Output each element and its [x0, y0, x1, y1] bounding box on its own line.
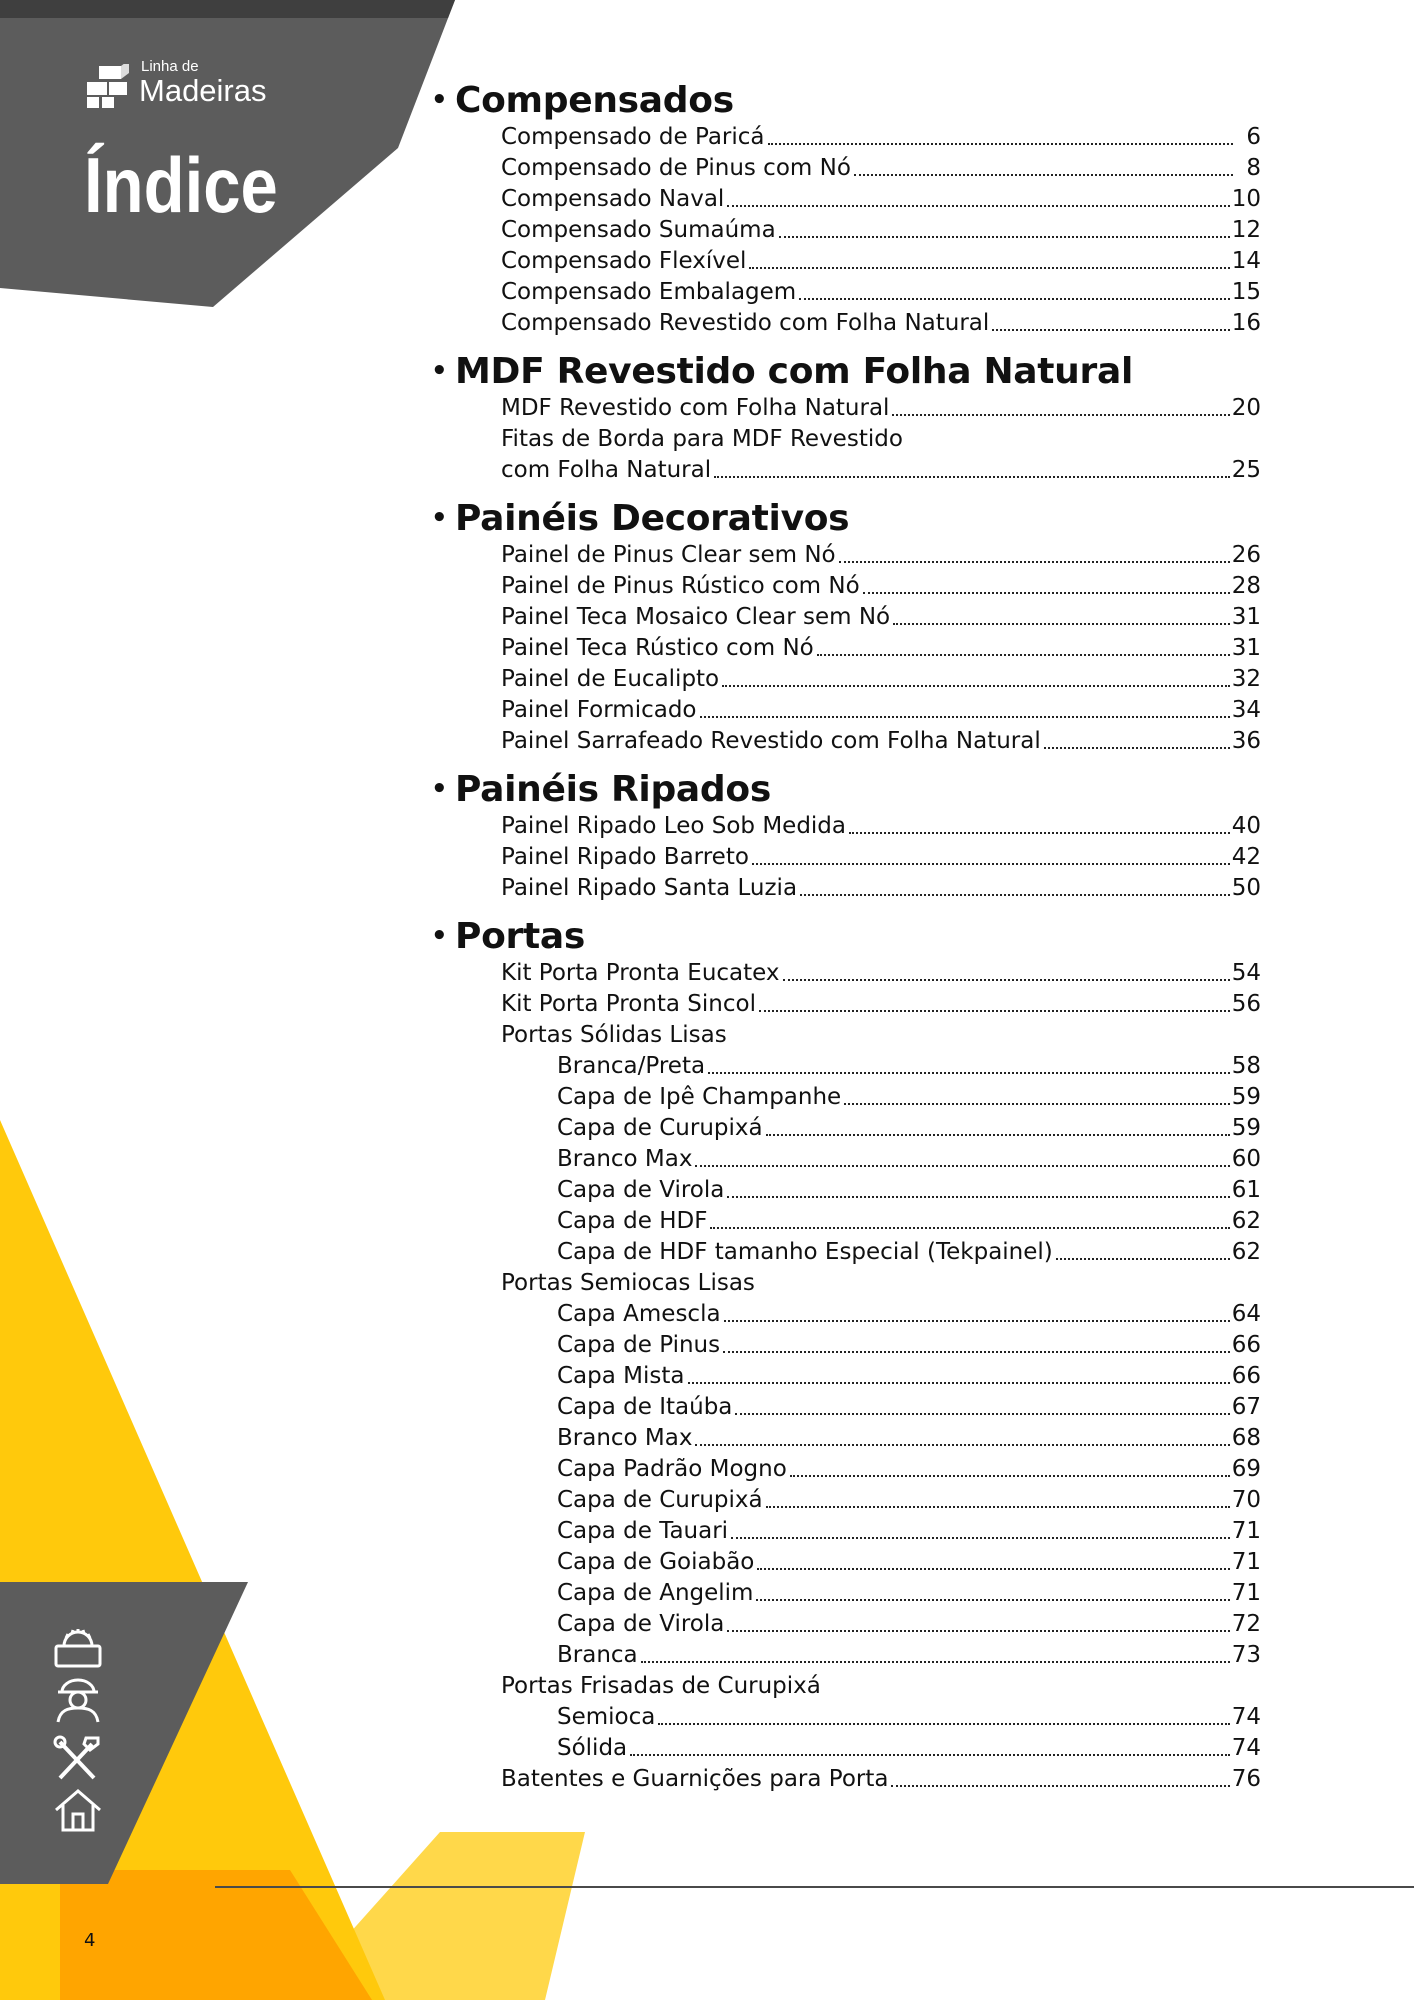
dot-leader: [722, 685, 1230, 687]
toc-section: [431, 914, 1261, 1795]
section-title: Compensados: [455, 79, 734, 121]
entry-page-number: 56: [1231, 991, 1261, 1017]
entry-page-number: 20: [1231, 395, 1261, 421]
toc-entry[interactable]: [431, 540, 1261, 571]
toc-entry[interactable]: [431, 633, 1261, 664]
entry-page-number: 26: [1231, 542, 1261, 568]
toc-section: [431, 496, 1261, 757]
dot-leader: [800, 894, 1230, 896]
dot-leader: [695, 1444, 1229, 1446]
section-title: Painéis Decorativos: [455, 497, 850, 539]
entry-label: Portas Sólidas Lisas: [501, 1022, 727, 1048]
entry-label: Capa de Angelim: [557, 1580, 754, 1606]
bullet-icon: •: [431, 356, 448, 386]
dot-leader: [1056, 1258, 1230, 1260]
entry-label: Compensado Naval: [501, 186, 725, 212]
house-icon: [52, 1788, 104, 1832]
dot-leader: [757, 1568, 1229, 1570]
entry-page-number: 71: [1231, 1549, 1261, 1575]
entry-label: Semioca: [557, 1704, 656, 1730]
entry-page-number: 50: [1231, 875, 1261, 901]
toc-entry[interactable]: [431, 842, 1261, 873]
entry-page-number: 59: [1231, 1084, 1261, 1110]
entry-page-number: 66: [1231, 1363, 1261, 1389]
toc-entry[interactable]: [431, 1299, 1261, 1330]
entry-page-number: 12: [1231, 217, 1261, 243]
dot-leader: [790, 1475, 1230, 1477]
entry-label: Kit Porta Pronta Eucatex: [501, 960, 780, 986]
toc-entry[interactable]: [431, 811, 1261, 842]
tools-icon: [52, 1734, 104, 1784]
dot-leader: [992, 329, 1229, 331]
toc-entry[interactable]: [431, 153, 1261, 184]
dot-leader: [752, 863, 1230, 865]
entry-label: Portas Frisadas de Curupixá: [501, 1673, 821, 1699]
entry-page-number: 72: [1231, 1611, 1261, 1637]
toc-entry[interactable]: [431, 215, 1261, 246]
toc-entry[interactable]: [431, 571, 1261, 602]
entry-label: Painel de Pinus Clear sem Nó: [501, 542, 836, 568]
section-title: MDF Revestido com Folha Natural: [455, 350, 1133, 392]
toc-entry[interactable]: [431, 1609, 1261, 1640]
section-heading: [431, 78, 1261, 122]
entry-page-number: 71: [1231, 1580, 1261, 1606]
entry-label: Painel Ripado Santa Luzia: [501, 875, 798, 901]
wood-planks-icon: [85, 64, 131, 110]
entry-page-number: 68: [1231, 1425, 1261, 1451]
entry-label: Painel de Eucalipto: [501, 666, 720, 692]
toc-entry[interactable]: [431, 1516, 1261, 1547]
dot-leader: [688, 1382, 1230, 1384]
entry-page-number: 54: [1231, 960, 1261, 986]
entry-label: Branca/Preta: [557, 1053, 706, 1079]
toc-entry[interactable]: [431, 1578, 1261, 1609]
entry-label: Compensado de Pinus com Nó: [501, 155, 851, 181]
toc-entry[interactable]: [431, 1485, 1261, 1516]
entry-page-number: 16: [1231, 310, 1261, 336]
toc-entry[interactable]: [431, 1175, 1261, 1206]
dot-leader: [799, 298, 1230, 300]
entry-page-number: 36: [1231, 728, 1261, 754]
bottom-left-yellow: [0, 1870, 60, 2000]
dot-leader: [768, 143, 1233, 145]
dot-leader: [731, 1537, 1230, 1539]
entry-page-number: 62: [1231, 1239, 1261, 1265]
dot-leader: [863, 592, 1230, 594]
bullet-icon: •: [431, 85, 448, 115]
bullet-icon: •: [431, 921, 448, 951]
entry-page-number: 60: [1231, 1146, 1261, 1172]
toc-entry[interactable]: [431, 1392, 1261, 1423]
entry-page-number: 10: [1231, 186, 1261, 212]
entry-label: Painel Ripado Barreto: [501, 844, 749, 870]
entry-label: Portas Semiocas Lisas: [501, 1270, 755, 1296]
section-heading: [431, 349, 1261, 393]
dot-leader: [756, 1599, 1229, 1601]
entry-page-number: 31: [1231, 635, 1261, 661]
dot-leader: [849, 832, 1230, 834]
bullet-icon: •: [431, 774, 448, 804]
toc-entry[interactable]: [431, 1051, 1261, 1082]
toc-entry[interactable]: [431, 1640, 1261, 1671]
dot-leader: [854, 174, 1233, 176]
toc-entry[interactable]: [431, 1671, 1261, 1702]
toc-entry[interactable]: [431, 664, 1261, 695]
toc-section: [431, 78, 1261, 339]
toc-entry[interactable]: [431, 989, 1261, 1020]
dot-leader: [723, 1351, 1230, 1353]
entry-page-number: 58: [1231, 1053, 1261, 1079]
toc-entry[interactable]: [431, 1733, 1261, 1764]
entry-page-number: 74: [1231, 1735, 1261, 1761]
bullet-icon: •: [431, 503, 448, 533]
toc-entry[interactable]: [431, 1702, 1261, 1733]
toc-entry[interactable]: [431, 726, 1261, 757]
dot-leader: [710, 1227, 1229, 1229]
toc-entry[interactable]: [431, 602, 1261, 633]
dot-leader: [695, 1165, 1229, 1167]
section-title: Portas: [455, 915, 586, 957]
dot-leader: [714, 476, 1230, 478]
entry-label: Compensado Revestido com Folha Natural: [501, 310, 990, 336]
entry-label: Painel Teca Rústico com Nó: [501, 635, 814, 661]
brand-small-text: Linha de: [141, 58, 199, 75]
entry-page-number: 61: [1231, 1177, 1261, 1203]
dot-leader: [727, 1196, 1229, 1198]
table-of-contents: [431, 78, 1261, 1795]
toc-entry[interactable]: [431, 958, 1261, 989]
toc-entry[interactable]: [431, 308, 1261, 339]
entry-page-number: 74: [1231, 1704, 1261, 1730]
entry-label: Branco Max: [557, 1146, 693, 1172]
toc-entry[interactable]: [431, 1423, 1261, 1454]
dot-leader: [727, 1630, 1229, 1632]
toc-entry[interactable]: [431, 184, 1261, 215]
entry-page-number: 64: [1231, 1301, 1261, 1327]
toc-entry[interactable]: [431, 1144, 1261, 1175]
toc-section: [431, 767, 1261, 904]
entry-page-number: 25: [1231, 457, 1261, 483]
entry-label: Compensado Flexível: [501, 248, 747, 274]
toc-entry[interactable]: [431, 246, 1261, 277]
entry-page-number: 76: [1231, 1766, 1261, 1792]
dot-leader: [892, 414, 1229, 416]
dot-leader: [839, 561, 1230, 563]
dot-leader: [724, 1320, 1230, 1322]
entry-page-number: 62: [1231, 1208, 1261, 1234]
section-heading: [431, 914, 1261, 958]
section-heading: [431, 496, 1261, 540]
toc-entry[interactable]: [431, 1206, 1261, 1237]
toc-entry[interactable]: [431, 277, 1261, 308]
page-number: 4: [84, 1930, 96, 1951]
entry-label: Compensado Embalagem: [501, 279, 797, 305]
entry-page-number: 42: [1231, 844, 1261, 870]
toc-entry[interactable]: [431, 1113, 1261, 1144]
toc-entry[interactable]: [431, 1764, 1261, 1795]
entry-label: Branco Max: [557, 1425, 693, 1451]
dot-leader: [779, 236, 1230, 238]
entry-label: MDF Revestido com Folha Natural: [501, 395, 890, 421]
entry-label: Capa de HDF tamanho Especial (Tekpainel): [557, 1239, 1053, 1265]
entry-label: Capa de Ipê Champanhe: [557, 1084, 842, 1110]
entry-label: Capa de Itaúba: [557, 1394, 733, 1420]
toc-entry[interactable]: [431, 122, 1261, 153]
entry-page-number: 34: [1231, 697, 1261, 723]
toc-entry[interactable]: [431, 1020, 1261, 1051]
toc-entry[interactable]: [431, 1547, 1261, 1578]
dot-leader: [735, 1413, 1229, 1415]
dot-leader: [1044, 747, 1230, 749]
entry-label: Capa Mista: [557, 1363, 685, 1389]
brand-logo: [85, 58, 325, 113]
page-title: Índice: [84, 141, 278, 229]
entry-label: Fitas de Borda para MDF Revestido: [501, 426, 903, 452]
entry-page-number: 31: [1231, 604, 1261, 630]
entry-label: Painel Sarrafeado Revestido com Folha Natural: [501, 728, 1041, 754]
entry-page-number: 40: [1231, 813, 1261, 839]
toc-entry[interactable]: [431, 1237, 1261, 1268]
dot-leader: [783, 979, 1230, 981]
entry-page-number: 70: [1231, 1487, 1261, 1513]
dot-leader: [749, 267, 1229, 269]
toc-entry[interactable]: [431, 695, 1261, 726]
section-title: Painéis Ripados: [455, 768, 771, 810]
toc-entry[interactable]: [431, 1082, 1261, 1113]
section-heading: [431, 767, 1261, 811]
entry-page-number: 14: [1231, 248, 1261, 274]
dot-leader: [630, 1754, 1230, 1756]
dot-leader: [727, 205, 1229, 207]
entry-label: Capa de Pinus: [557, 1332, 721, 1358]
dot-leader: [708, 1072, 1230, 1074]
brand-big-text: Madeiras: [139, 73, 267, 108]
entry-page-number: 28: [1231, 573, 1261, 599]
entry-label: Capa Amescla: [557, 1301, 721, 1327]
entry-page-number: 71: [1231, 1518, 1261, 1544]
dot-leader: [893, 623, 1230, 625]
entry-page-number: 8: [1246, 155, 1261, 181]
dot-leader: [844, 1103, 1230, 1105]
entry-label: Capa de Virola: [557, 1177, 725, 1203]
toc-entry[interactable]: [431, 424, 1261, 455]
entry-label: Painel de Pinus Rústico com Nó: [501, 573, 860, 599]
entry-label: Capa de Curupixá: [557, 1115, 763, 1141]
entry-page-number: 6: [1246, 124, 1261, 150]
entry-page-number: 73: [1231, 1642, 1261, 1668]
footer-rule: [215, 1886, 1414, 1888]
toc-entry[interactable]: [431, 1454, 1261, 1485]
entry-page-number: 69: [1231, 1456, 1261, 1482]
entry-label: Batentes e Guarnições para Porta: [501, 1766, 889, 1792]
entry-label: Painel Teca Mosaico Clear sem Nó: [501, 604, 891, 630]
toc-entry[interactable]: [431, 455, 1261, 486]
worker-icon: [52, 1676, 104, 1724]
entry-page-number: 15: [1231, 279, 1261, 305]
toc-entry[interactable]: [431, 873, 1261, 904]
entry-page-number: 67: [1231, 1394, 1261, 1420]
toc-entry[interactable]: [431, 1361, 1261, 1392]
dot-leader: [700, 716, 1230, 718]
entry-page-number: 66: [1231, 1332, 1261, 1358]
entry-page-number: 32: [1231, 666, 1261, 692]
dot-leader: [766, 1506, 1230, 1508]
dot-leader: [759, 1010, 1230, 1012]
entry-label: Capa de Tauari: [557, 1518, 729, 1544]
entry-page-number: 59: [1231, 1115, 1261, 1141]
saw-icon: [52, 1628, 104, 1668]
toc-entry[interactable]: [431, 393, 1261, 424]
entry-label: Capa de Virola: [557, 1611, 725, 1637]
entry-label: Capa de Curupixá: [557, 1487, 763, 1513]
dot-leader: [658, 1723, 1229, 1725]
entry-label: Capa Padrão Mogno: [557, 1456, 787, 1482]
gray-header-top-shade: [0, 0, 455, 18]
entry-label: Compensado Sumaúma: [501, 217, 776, 243]
dot-leader: [641, 1661, 1230, 1663]
entry-label: Compensado de Paricá: [501, 124, 765, 150]
entry-label: Painel Formicado: [501, 697, 697, 723]
entry-label: Branca: [557, 1642, 638, 1668]
entry-label: Sólida: [557, 1735, 628, 1761]
toc-section: [431, 349, 1261, 486]
entry-label: Capa de Goiabão: [557, 1549, 755, 1575]
entry-label: com Folha Natural: [501, 457, 712, 483]
entry-label: Kit Porta Pronta Sincol: [501, 991, 756, 1017]
entry-label: Capa de HDF: [557, 1208, 708, 1234]
dot-leader: [891, 1785, 1229, 1787]
toc-entry[interactable]: [431, 1330, 1261, 1361]
dot-leader: [817, 654, 1230, 656]
dot-leader: [766, 1134, 1230, 1136]
entry-label: Painel Ripado Leo Sob Medida: [501, 813, 846, 839]
toc-entry[interactable]: [431, 1268, 1261, 1299]
